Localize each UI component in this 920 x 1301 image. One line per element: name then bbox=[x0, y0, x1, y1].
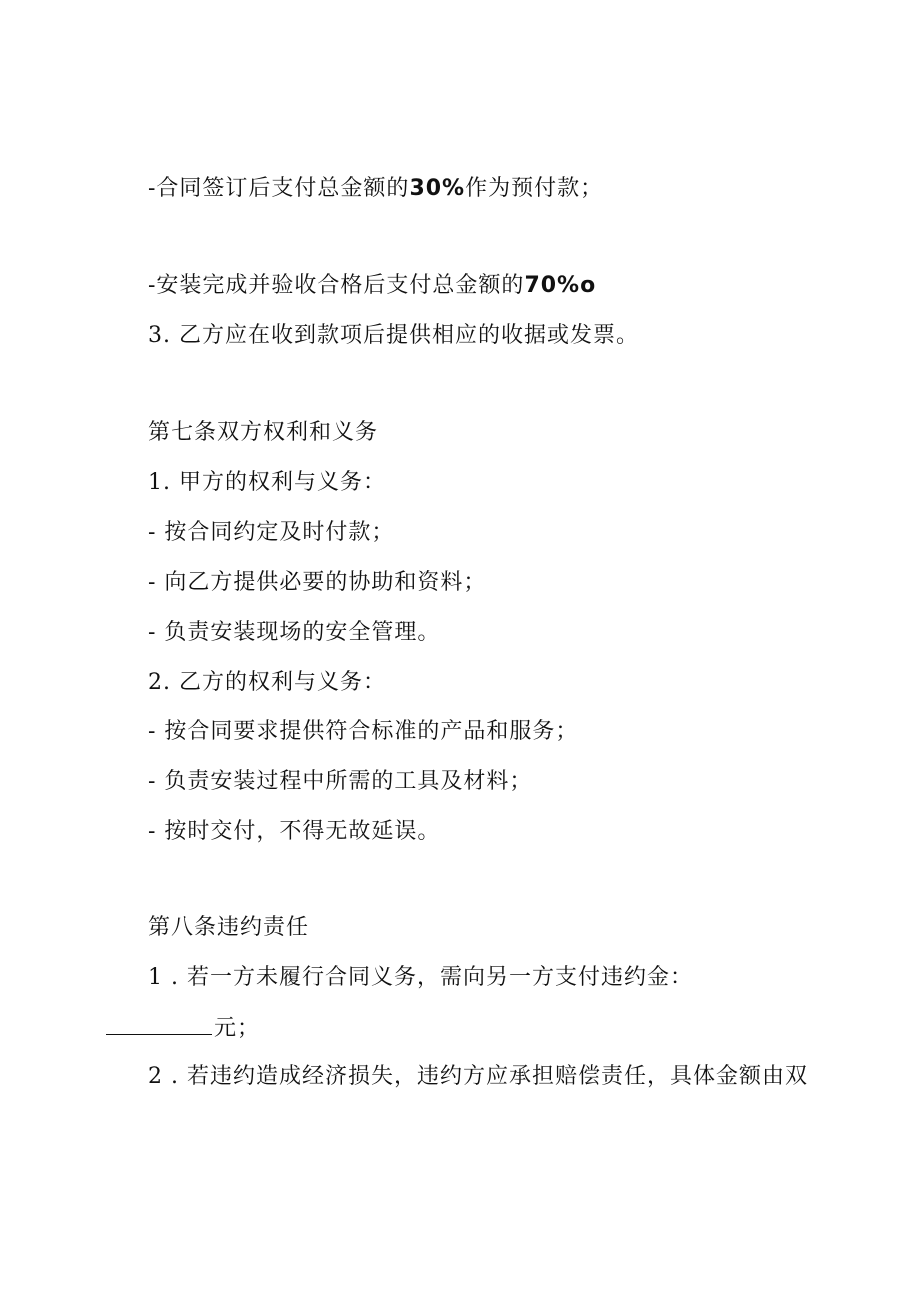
article8-title: 第八条违约责任 bbox=[148, 915, 310, 940]
party-a-item: - 负责安装现场的安全管理。 bbox=[148, 620, 441, 645]
party-b-heading: 2. 乙方的权利与义务： bbox=[148, 670, 386, 695]
payment-item-final bbox=[148, 271, 596, 301]
party-a-item: - 向乙方提供必要的协助和资料； bbox=[148, 570, 487, 595]
payment-item-final-pre: -安装完成并验收合格后支付总金额的 bbox=[148, 273, 525, 298]
party-b-item: - 按时交付，不得无故延误。 bbox=[148, 819, 441, 844]
party-a-item: - 按合同约定及时付款； bbox=[148, 520, 395, 545]
article7-title: 第七条双方权利和义务 bbox=[148, 420, 379, 445]
breach-item-compensation: 2 . 若违约造成经济损失，违约方应承担赔偿责任，具体金额由双 bbox=[148, 1064, 808, 1089]
penalty-amount-unit: 元； bbox=[214, 1016, 261, 1041]
breach-item-penalty: 1 . 若一方未履行合同义务，需向另一方支付违约金： bbox=[148, 965, 693, 990]
payment-item-advance-post: 作为预付款； bbox=[465, 176, 604, 201]
payment-item-final-percent: 70%o bbox=[524, 273, 597, 298]
payment-item-advance bbox=[148, 174, 603, 204]
penalty-amount-line bbox=[106, 1012, 260, 1044]
party-b-item: - 负责安装过程中所需的工具及材料； bbox=[148, 769, 533, 794]
party-a-heading: 1. 甲方的权利与义务： bbox=[148, 470, 386, 495]
penalty-amount-blank bbox=[106, 1012, 212, 1035]
payment-item-receipt: 3. 乙方应在收到款项后提供相应的收据或发票。 bbox=[148, 323, 639, 348]
payment-item-advance-pre: -合同签订后支付总金额的 bbox=[148, 176, 410, 201]
party-b-item: - 按合同要求提供符合标准的产品和服务； bbox=[148, 719, 579, 744]
payment-item-advance-percent: 30% bbox=[409, 176, 466, 201]
